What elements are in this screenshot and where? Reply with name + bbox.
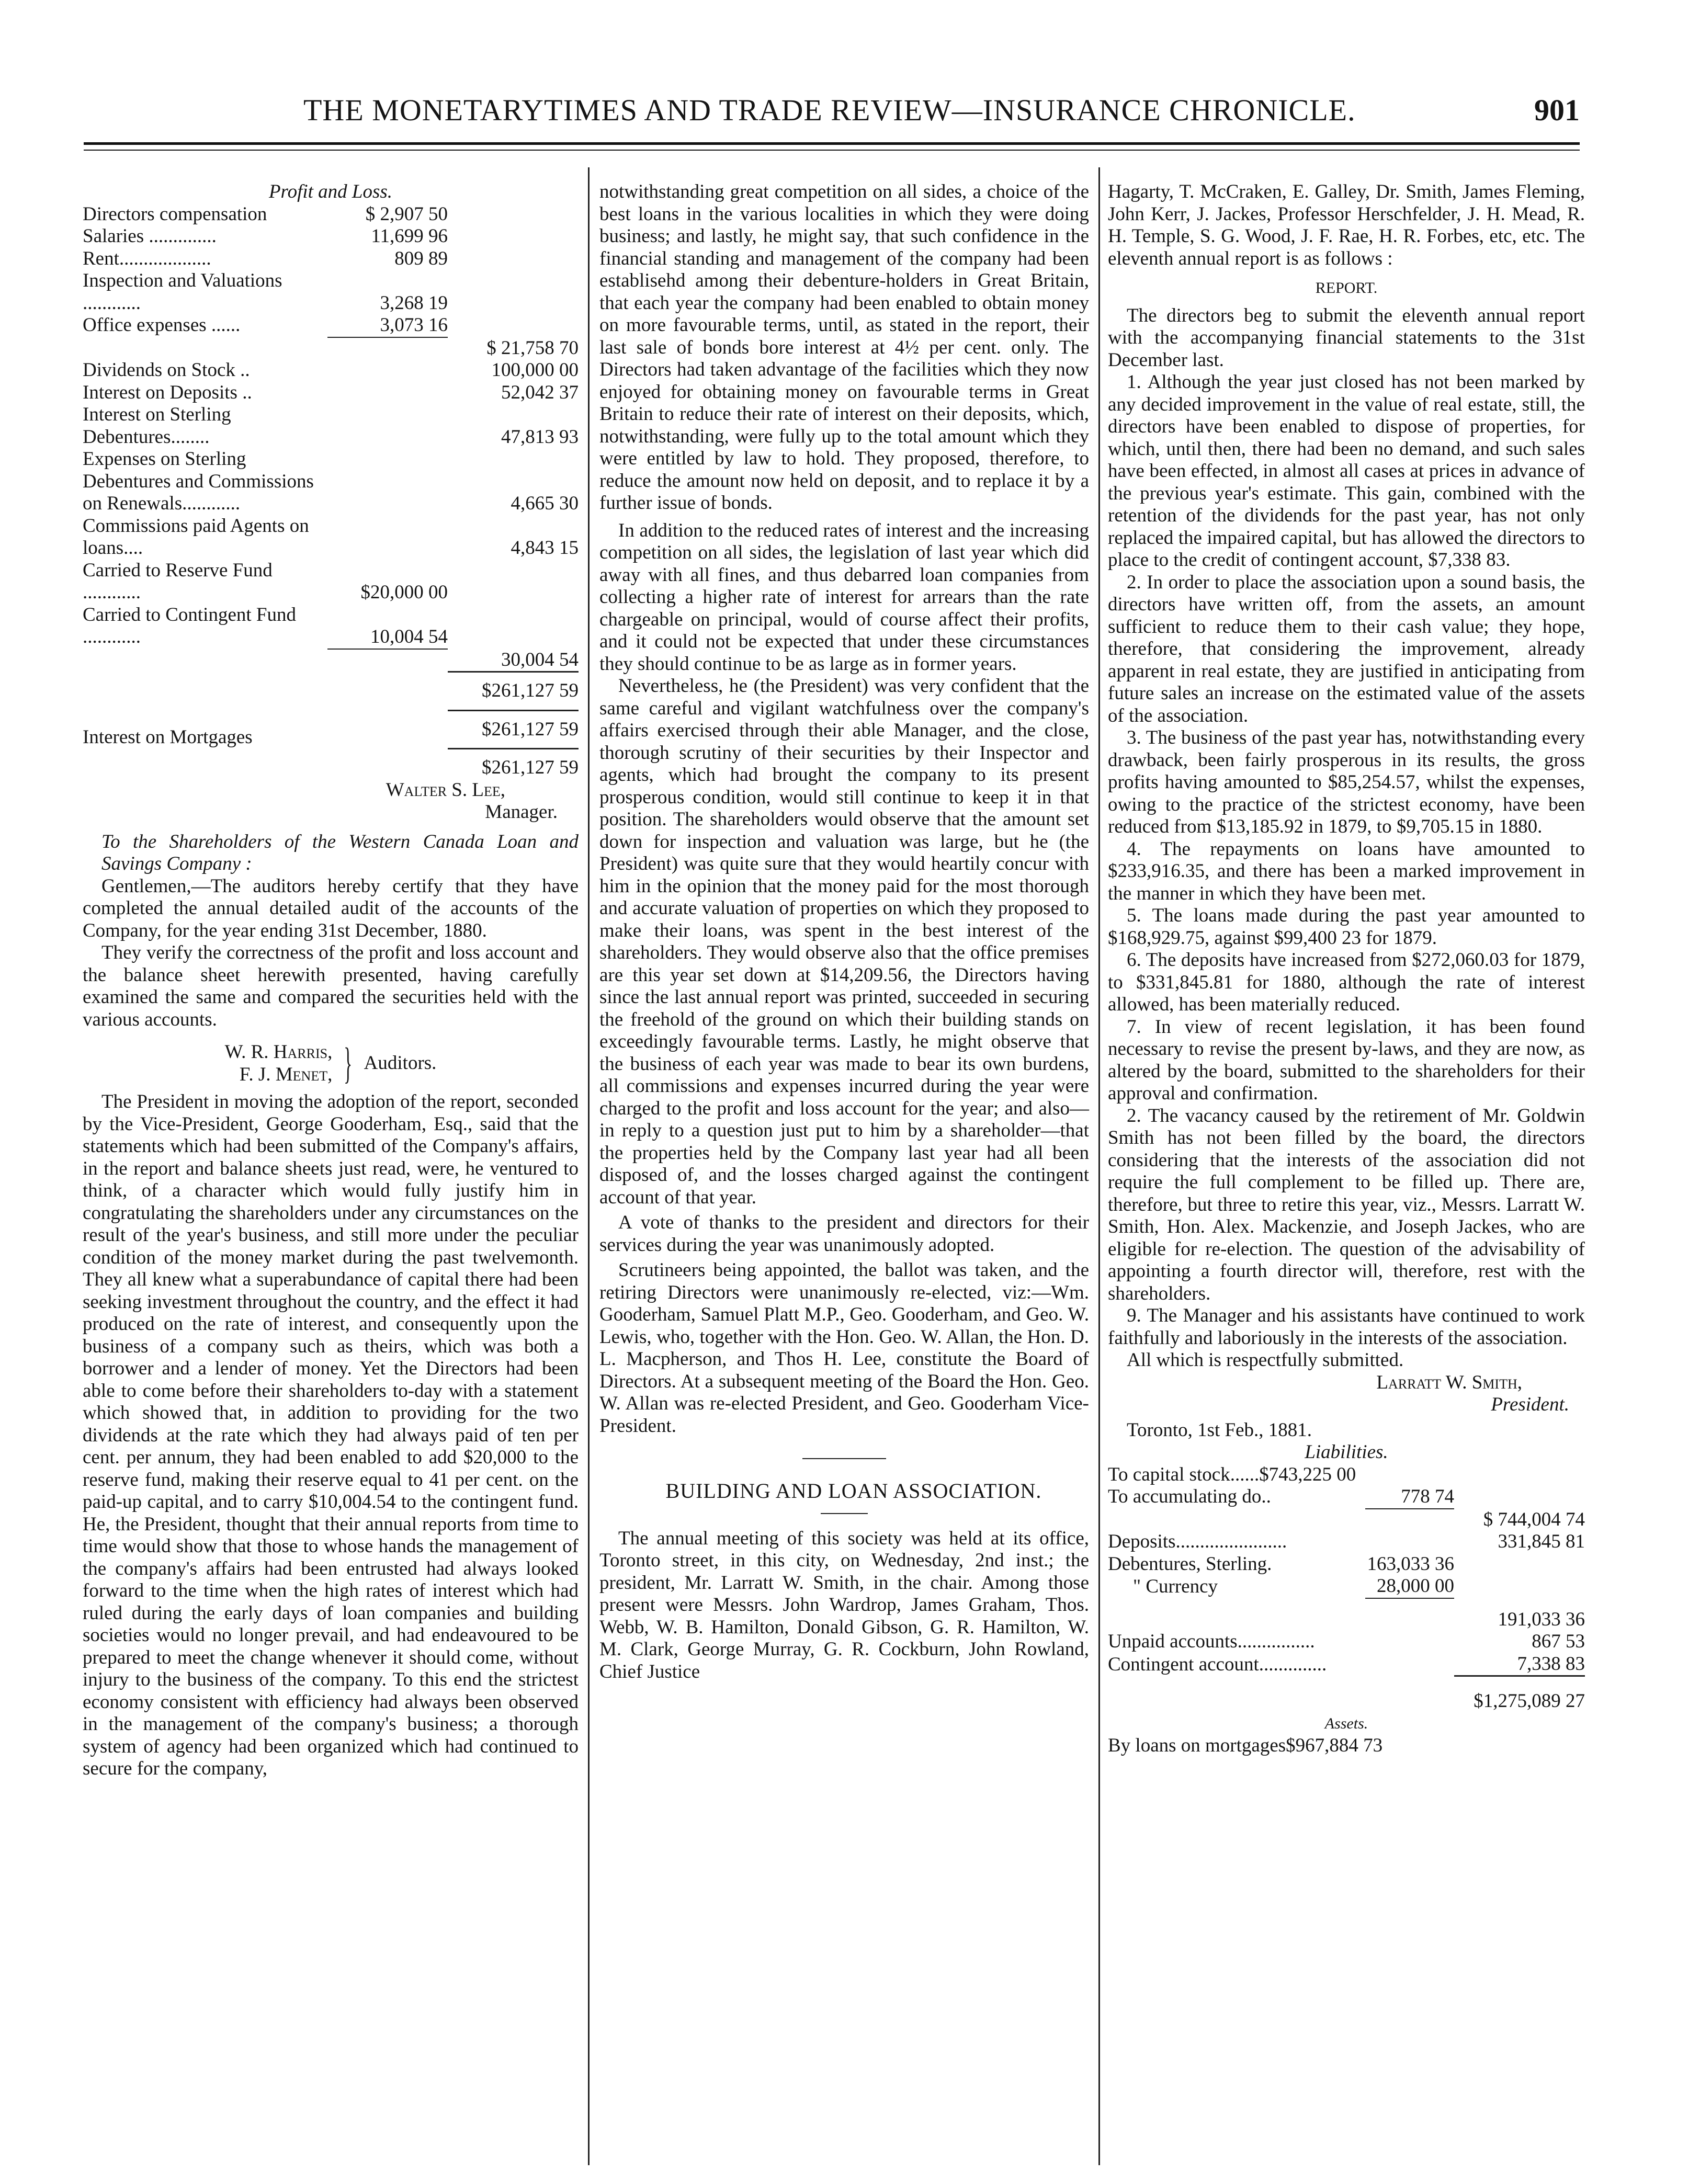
pl-row bbox=[83, 382, 579, 404]
unpaid-amount: 867 53 bbox=[1532, 1631, 1585, 1652]
row-total bbox=[448, 314, 579, 337]
row-label: Interest on Deposits .. bbox=[83, 381, 252, 403]
row-total: 100,000 00 bbox=[491, 359, 579, 381]
row-total bbox=[448, 604, 579, 649]
column-1 bbox=[83, 181, 579, 1780]
total-debits: $261,127 59 bbox=[448, 672, 579, 711]
row-total: 47,813 93 bbox=[501, 426, 579, 448]
assets-title: Assets. bbox=[1324, 1714, 1368, 1732]
president-title: President. bbox=[1491, 1394, 1569, 1415]
pl-row bbox=[83, 404, 579, 448]
pl-row bbox=[83, 248, 579, 270]
row-label: Rent................... bbox=[83, 247, 211, 269]
report-item-1: 1. Although the year just closed has not been marked by any decided improvement in the value of real estate, still, the directors have been enabled to dispose of properties, for which, until then, there had been no demand, and such sales have been effected, in almost all cases at prices in advance of the previous year's estimate. This gain, combined with the retention of the dividends for the past year, has not only replaced the impaired capital, but has allowed the directors to place to the credit of contingent account, $7,338 83. bbox=[1108, 371, 1585, 571]
report-item-9: 9. The Manager and his assistants have continued to work faithfully and laboriously in the interests of the association. bbox=[1108, 1305, 1585, 1349]
total-credits: $261,127 59 bbox=[448, 749, 579, 779]
row-label: Dividends on Stock .. bbox=[83, 359, 250, 381]
nevertheless-paragraph: Nevertheless, he (the President) was very confident that the same careful and vigilant watchfulness over the company's affairs exercised through their able Manager, and the close, thorough scrutiny of their securities by their Inspector and agents, which had brought the company to its present prosperous condition, would still continue to keep it in that position. The shareholders would observe that the amount set down for inspection and valuation was large, but he (the President) was quite sure that they would heartily concur with him in the opinion that the money paid for the most thorough and accurate valuation of properties on which they proposed to make their loans, was spent in the best interest of the shareholders. They would observe also that the office premises are this year set down at $14,209.56, the Directors having since the last annual report was printed, succeeded in securing the freehold of the ground on which their building stands on exceedingly favourable terms. Lastly, he might observe that the business of each year was made to bear its own burdens, all commissions and expenses incurred during the year were charged to the profit and loss account for the year; and also—in reply to a question just put to him by a shareholder—that the properties held by the Company last year had all been disposed of, and the losses charged against the contingent account of that year. bbox=[599, 675, 1089, 1208]
row-amount: 778 74 bbox=[1401, 1486, 1454, 1507]
president-name: Larratt W. Smith, bbox=[1376, 1371, 1522, 1393]
liabilities-table bbox=[1108, 1464, 1585, 1508]
brace-icon: } bbox=[344, 1039, 353, 1088]
liab-row bbox=[1108, 1464, 1585, 1486]
row-amount bbox=[1365, 1464, 1454, 1486]
capital-total: $ 744,004 74 bbox=[1483, 1508, 1585, 1530]
profit-loss-table-2 bbox=[83, 359, 579, 649]
pl-row bbox=[83, 448, 579, 515]
currency-label: " Currency bbox=[1133, 1576, 1218, 1597]
pl-row bbox=[83, 604, 579, 649]
auditor-1: W. R. Harris, bbox=[224, 1041, 333, 1063]
pl-row bbox=[83, 270, 579, 314]
scrutineers-paragraph: Scrutineers being appointed, the ballot was taken, and the retiring Directors were unanimously re-elected, viz:—Wm. Gooderham, Samuel Platt M.P., Geo. Gooderham, and Geo. W. Lewis, who, together with the Hon. Geo. W. Allan, the Hon. D. L. Macpherson, and Thos H. Lee, constitute the Board of Directors. At a subsequent meeting of the Board the Hon. Geo. W. Allan was re-elected President, and Geo. Gooderham Vice-President. bbox=[599, 1259, 1089, 1437]
column-divider-2 bbox=[1098, 167, 1100, 2165]
auditors-paragraph-2: They verify the correctness of the profit and loss account and the balance sheet herewith presented, having carefully examined the same and compared the securities held with the various accounts. bbox=[83, 942, 579, 1030]
submitted-line: All which is respectfully submitted. bbox=[1127, 1349, 1404, 1371]
row-amount bbox=[327, 404, 448, 448]
header-rule-thick bbox=[84, 142, 1580, 145]
report-item-4: 4. The repayments on loans have amounted to $233,916.35, and there has been a marked improvement in the manner in which they have been met. bbox=[1108, 838, 1585, 904]
row-amount: 11,699 96 bbox=[371, 225, 448, 247]
row-label: Commissions paid Agents on loans.... bbox=[83, 515, 309, 559]
column-2 bbox=[599, 181, 1089, 1683]
row-label: To capital stock......$743,225 00 bbox=[1108, 1463, 1356, 1485]
attendees-continued: Hagarty, T. McCraken, E. Galley, Dr. Smith, James Fleming, John Kerr, J. Jackes, Professor Herschfelder, J. H. Mead, R. H. Temple, S. G. Wood, J. F. Rae, H. R. Forbes, etc, etc. The eleventh annual report is as follows : bbox=[1108, 181, 1585, 269]
report-heading: REPORT. bbox=[1315, 279, 1378, 297]
auditors-paragraph-1: Gentlemen,—The auditors hereby certify that they have completed the annual detailed audit of the accounts of the Company, for the year ending 31st December, 1880. bbox=[83, 875, 579, 941]
row-total bbox=[1454, 1486, 1585, 1508]
row-amount bbox=[327, 448, 448, 515]
report-item-3: 3. The business of the past year has, notwithstanding every drawback, been fairly prosperous in its results, the gross profits having amounted to $85,254.57, whilst the expenses, owing to the practice of the strictest economy, have been reduced from $13,185.92 in 1879, to $9,705.15 in 1880. bbox=[1108, 727, 1585, 837]
president-paragraph: The President in moving the adoption of the report, seconded by the Vice-President, George Gooderham, Esq., said that the statements which had been submitted of the Company's affairs, in the report and balance sheets just read, were, he ventured to think, of a character which would fully justify him in congratulating the shareholders under any circumstances on the result of the year's business, and still more under the peculiar condition of the money market during the past twelvemonth. They all knew what a superabundance of capital there had been seeking investment throughout the country, and the effect it had produced on the rate of interest, and consequently upon the business of a company such as theirs, which was both a borrower and a lender of money. Yet the Directors had been able to come before their shareholders to-day with a statement which showed that, in addition to providing for the two dividends at the rate which they had always paid of ten per cent. per annum, they had been enabled to add $20,000 to the reserve fund, making their reserve equal to 41 per cent. on the paid-up capital, and to carry $10,004.54 to the contingent fund. He, the President, thought that their annual reports from time to time would show that those to whose hands the management of the company's affairs had been entrusted had always looked forward to the time when the high rates of interest which had ruled during the early days of loan companies and building societies would no longer prevail, and had endeavoured to be prepared to meet the change whenever it should come, without injury to the business of the company. To this end the strictest economy consistent with efficiency had always been observed in the management of the company's business; a thorough system of agency had been organized which had continued to secure for the company, bbox=[83, 1091, 579, 1779]
row-amount bbox=[327, 382, 448, 404]
place-date: Toronto, 1st Feb., 1881. bbox=[1127, 1419, 1312, 1441]
report-intro: The directors beg to submit the eleventh annual report with the accompanying financial statements to the 31st December last. bbox=[1108, 304, 1585, 371]
president-signature bbox=[1108, 1372, 1585, 1416]
pl-row bbox=[83, 203, 579, 226]
report-item-7: 7. In view of recent legislation, it has been found necessary to revise the present by-laws, and they are now, as altered by the board, submitted to the shareholders for their approval and confirmation. bbox=[1108, 1016, 1585, 1104]
address-line: To the Shareholders of the Western Canada Loan and Savings Company : bbox=[101, 831, 579, 874]
debentures-label: Debentures, Sterling. bbox=[1108, 1553, 1272, 1575]
subtotal-expenses: $ 21,758 70 bbox=[486, 337, 579, 359]
report-item-8: 2. The vacancy caused by the retirement of Mr. Goldwin Smith has not been filled by the board, the directors considering that the interests of the association did not require the full complement to be filled up. There are, therefore, but three to retire this year, viz., Messrs. Larratt W. Smith, Hon. Alex. Mackenzie, and Joseph Jackes, who are eligible for re-election. The question of the advisability of appointing a fourth director will, therefore, rest with the shareholders. bbox=[1108, 1105, 1585, 1304]
subtotal-reserve: 30,004 54 bbox=[501, 649, 579, 670]
currency-amount: 28,000 00 bbox=[1377, 1575, 1454, 1597]
row-label: Office expenses ...... bbox=[83, 314, 241, 336]
row-total bbox=[448, 248, 579, 270]
section-heading: BUILDING AND LOAN ASSOCIATION. bbox=[665, 1479, 1042, 1503]
debentures-total: 191,033 36 bbox=[1498, 1608, 1585, 1630]
deposits-amount: 331,845 81 bbox=[1498, 1531, 1585, 1552]
vote-paragraph: A vote of thanks to the president and directors for their services during the year was unanimously adopted. bbox=[599, 1212, 1089, 1256]
annual-meeting-paragraph: The annual meeting of this society was held at its office, Toronto street, in this city, on Wednesday, 2nd inst.; the president, Mr. Larratt W. Smith, in the chair. Among those present were Messrs. John Wardrop, James Graham, Thos. Webb, W. B. Hamilton, Donald Gibson, G. R. Hamilton, W. M. Clark, George Murray, G. R. Cockburn, John Rowland, Chief Justice bbox=[599, 1527, 1089, 1682]
row-total: 4,843 15 bbox=[511, 537, 579, 559]
auditor-2: F. J. Menet, bbox=[239, 1063, 333, 1085]
assets-first-row: By loans on mortgages$967,884 73 bbox=[1108, 1735, 1383, 1756]
heading-rule bbox=[821, 1513, 868, 1514]
debentures-amount: 163,033 36 bbox=[1367, 1553, 1454, 1575]
column-3 bbox=[1108, 181, 1585, 1757]
unpaid-label: Unpaid accounts................ bbox=[1108, 1631, 1315, 1652]
manager-name: Walter S. Lee, bbox=[386, 779, 505, 801]
row-amount: 3,268 19 bbox=[380, 292, 448, 314]
column-divider-1 bbox=[588, 167, 590, 2165]
pl-row bbox=[83, 314, 579, 337]
contingent-label: Contingent account.............. bbox=[1108, 1654, 1327, 1675]
contingent-amount: 7,338 83 bbox=[1517, 1653, 1585, 1675]
row-total bbox=[448, 560, 579, 604]
auditors-signature bbox=[83, 1041, 579, 1086]
row-amount bbox=[327, 359, 448, 382]
profit-loss-subtotal bbox=[83, 337, 579, 360]
row-total: 52,042 37 bbox=[501, 381, 579, 403]
row-total bbox=[448, 225, 579, 248]
pl-row bbox=[83, 560, 579, 604]
manager-title: Manager. bbox=[485, 801, 558, 823]
liab-row bbox=[1108, 1486, 1585, 1508]
mortgages-label: Interest on Mortgages bbox=[83, 726, 253, 748]
report-item-5: 5. The loans made during the past year amounted to $168,929.75, against $99,400 23 for 1879. bbox=[1108, 905, 1585, 949]
total-mortgages: $261,127 59 bbox=[448, 710, 579, 749]
profit-loss-title: Profit and Loss. bbox=[268, 181, 393, 202]
liabilities-table-2 bbox=[1108, 1508, 1585, 1713]
row-amount: $ 2,907 50 bbox=[365, 203, 448, 225]
row-label: Interest on Sterling Debentures........ bbox=[83, 404, 231, 448]
liabilities-total: $1,275,089 27 bbox=[1454, 1676, 1585, 1713]
row-label: Carried to Contingent Fund ............ bbox=[83, 604, 296, 647]
row-label: Inspection and Valuations ............ bbox=[83, 270, 282, 314]
report-item-6: 6. The deposits have increased from $272,060.03 for 1879, to $331,845.81 for 1880, although the rate of interest allowed, has been materially reduced. bbox=[1108, 949, 1585, 1015]
row-amount: 809 89 bbox=[394, 247, 448, 269]
profit-loss-totals bbox=[83, 649, 579, 779]
section-divider bbox=[802, 1458, 886, 1459]
row-total bbox=[448, 203, 579, 226]
row-label: Salaries .............. bbox=[83, 225, 217, 247]
row-amount bbox=[327, 515, 448, 560]
pl-row bbox=[83, 359, 579, 382]
row-label: Carried to Reserve Fund ............ bbox=[83, 559, 273, 603]
liabilities-title: Liabilities. bbox=[1305, 1441, 1388, 1463]
row-amount: $20,000 00 bbox=[360, 582, 448, 603]
row-label: To accumulating do.. bbox=[1108, 1486, 1271, 1507]
row-total: 4,665 30 bbox=[511, 493, 579, 514]
row-amount: 3,073 16 bbox=[380, 314, 448, 336]
row-total bbox=[448, 270, 579, 314]
row-amount: 10,004 54 bbox=[370, 626, 448, 647]
manager-signature bbox=[83, 779, 579, 824]
auditors-label: Auditors. bbox=[364, 1052, 437, 1074]
deposits-label: Deposits....................... bbox=[1108, 1531, 1287, 1552]
page-number: 901 bbox=[1534, 93, 1580, 127]
legislation-paragraph: In addition to the reduced rates of interest and the increasing competition on all sides, the legislation of last year which did away with all fines, and thus debarred loan companies from collecting a higher rate of interest for arrears than the rate chargeable on principal, would of course affect their profits, and it could not be expected that under these circumstances they should continue to be as large as in former years. bbox=[599, 519, 1089, 675]
header-rule-thin bbox=[84, 150, 1580, 151]
running-title: THE MONETARYTIMES AND TRADE REVIEW—INSURANCE CHRONICLE. bbox=[303, 93, 1356, 127]
president-continued: notwithstanding great competition on all sides, a choice of the best loans in the various localities in which they were doing business; and lastly, he might say, that such confidence in the financial standing and management of the company had been establisehd among their debenture-holders in Great Britain, that each year the company had been enabled to obtain money on more favourable terms, until, as stated in the report, their last sale of bonds bore interest at 4½ per cent. only. The Directors had taken advantage of the facilities which they now enjoyed for obtaining money on favourable terms in Great Britain to reduce their rate of interest on their deposits, which, notwithstanding, were fully up to the total amount which they were entitled by law to hold. They proposed, therefore, to reduce the amount now held on deposit, and to replace it by a further issue of bonds. bbox=[599, 181, 1089, 514]
row-total bbox=[1454, 1464, 1585, 1486]
pl-row bbox=[83, 225, 579, 248]
report-item-2: 2. In order to place the association upon a sound basis, the directors have written off, from the assets, an amount sufficient to reduce them to their cash value; they hope, therefore, that considering the improvement, already apparent in real estate, they are justified in anticipating from future sales an increase on the estimated value of the assets of the association. bbox=[1108, 571, 1585, 726]
pl-row bbox=[83, 515, 579, 560]
profit-loss-table bbox=[83, 203, 579, 337]
row-label: Directors compensation bbox=[83, 203, 267, 225]
row-label: Expenses on Sterling Debentures and Commissions on Renewals............ bbox=[83, 448, 314, 514]
